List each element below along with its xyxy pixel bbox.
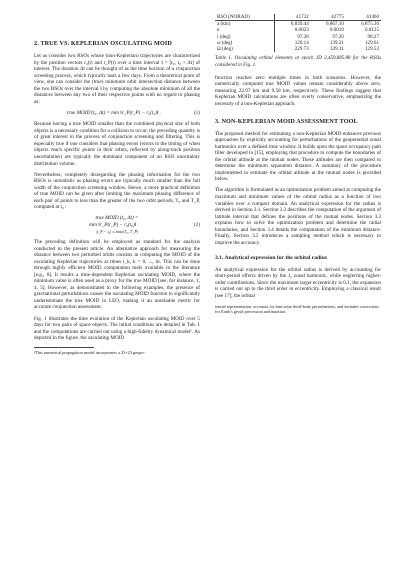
table-cell: 97.20 — [332, 33, 344, 40]
paragraph: The proposed method for estimating a non-Keplerian MOID enhances previous approaches by explicitly accounting for perturbations of the geopotential zonal harmonics over a defined time window. It builds upon the space occupancy path filter developed in [15], employing that procedure to compute the boundaries of the orbital altitude at the mutual nodes. These altitudes are then compared to determine the minimum separation distance. A summary of the procedure implemented to estimate the orbital altitude at the mutual nodes is provided below. — [215, 130, 381, 183]
left-column — [34, 40, 200, 355]
footnote-rule — [34, 347, 94, 348]
table-cell: 339.11 — [330, 46, 344, 53]
equation-body: true MOID′(t₀, Δt) = min ‖r_P(t_P) − r₀(t₀)‖ . — [67, 109, 161, 116]
table-header-cell: 42775 — [311, 14, 346, 21]
table-cell: 6,875.36 — [361, 21, 379, 28]
footnote-continuation: tential representation, accounts for luni-solar third-body perturbations, and includes corrections for Earth's geoid precession and nutation. — [215, 304, 379, 315]
paragraph: function reaches zero multiple times in both scenarios. However, the numerically computed true MOID values remain considerably above zero, measuring 22.97 km and 9.58 km, respectively. These findings suggest that Keplerian MOID calculations are often overly conservative, emphasizing the necessity of a non-Keplerian approach. — [215, 74, 381, 107]
equation-1 — [34, 110, 200, 116]
table-cell: e — [215, 27, 275, 33]
paragraph: Nevertheless, completely disregarding the phasing information for the two RSOs is unrealistic as phasing errors are typically much smaller than the full width of the conjunction screening window. Hence, a more practical definition of true MOID can be given after limiting the maximum phasing difference of each pair of points to less than the greater of the two orbit periods, T₀ and T_P, computed at t₀ : — [34, 171, 200, 211]
paragraph: Let us consider two RSOs whose (non-Keplerian) trajectories are characterized by the position vectors r₀(t) and r_P(t) over a time interval I = [t₀, t₀ + Δt] of interest. The duration Δt can be thought of as the time horizon of a conjunction screening process, which typically lasts a few days. From a theoretical point of view, one can consider the (true) minimum orbit intersection distance between the two RSOs over the interval I by computing the absolute minimum of all the distances between any two of their respective points with no regard to phasing as: — [34, 53, 200, 105]
table-cell: 0.0125 — [364, 27, 379, 34]
footnote: ¹This numerical propagation model incorporates a 23×23 geopo- — [34, 349, 145, 355]
table-cell: 97.36 — [297, 33, 309, 40]
paragraph: The preceding definition will be employed as standard for the analysis conducted in the present article. An alternative approach for measuring the distance between two perturbed orbits consists in computing the MOID of the osculating Keplerian trajectories at times t_k, k = 0, ..., m. This can be done through highly efficient MOID computation tools available in the literature [e.g., 8]. It results a time-dependent Keplerian osculating MOID, where the minimum value is often used as a proxy for the true MOID [see, for instance, 1, 4, 5]. However, as demonstrated in the following examples, the presence of gravitational perturbations causes the osculating MOID function to significantly underestimate the true MOID in LEO, making it an unreliable metric for accurate conjunction assessment. — [34, 238, 200, 311]
caption-text: Osculating orbital elements at epoch JD 2,459,885.88 for the RSOs considered in Fig. 1. — [215, 56, 382, 68]
equation-number: (2) — [193, 222, 200, 229]
orbital-elements-table — [215, 14, 381, 52]
paragraph: Fig. 1 illustrates the time evolution of the Keplerian osculating MOID over 5 days for two pairs of space objects. The initial conditions are detailed in Tab. 1 and the computations are carried out using a high-fidelity dynamical model¹. As depicted in the figure, the osculating MOID — [34, 315, 200, 342]
paragraph: The algorithm is formulated as an optimization problem aimed at computing the maximum and minimum values of the orbital radius as a function of two variables over a compact domain. An analytical expression for the radius is derived in Section 3.1. Section 3.2 describes the computation of the argument of latitude interval that defines the positions of the mutual nodes. Section 3.3 explains how to solve the optimization problem and determine the radial boundaries, and Section 3.4 details the computation of the minimum distance. Finally, Section 3.5 introduces a sampling method which is necessary to improve the accuracy. — [215, 187, 381, 246]
section-heading: 2. TRUE VS. KEPLERIAN OSCULATING MOID — [34, 40, 172, 47]
table-header-row — [215, 14, 381, 21]
table-cell: a (km) — [215, 21, 275, 28]
table-row — [215, 21, 381, 28]
table-row — [215, 46, 381, 52]
table-cell: 139.31 — [329, 39, 344, 46]
table-header-cell: RSO (NORAD) — [215, 14, 275, 21]
section-heading: 3. NON-KEPLERIAN MOID ASSESSMENT TOOL — [215, 117, 358, 125]
table-caption — [215, 56, 381, 69]
table-cell: ω (deg) — [215, 40, 275, 46]
paragraph: Because having a true MOID smaller than the combined physical size of both objects is a necessary condition for a collision to occur, the preceding quantity is of great interest in the process of conjunction screening and filtering. This is especially true if one considers that phasing errors (errors in the timing of when objects reach specific points in their orbits, reflected by along-track position uncertainties) are typically the dominant component of an RSO uncertainty distribution volume. — [34, 121, 200, 167]
equation-body: min ‖r_P(t_P) − r₀(t₀)‖ . — [89, 222, 139, 229]
table-cell: 98.27 — [367, 33, 379, 40]
table-cell: 129.61 — [364, 39, 379, 46]
table-cell: 0.0019 — [329, 27, 344, 34]
equation-line: true MOID (t₀, Δt) = — [95, 215, 139, 222]
equation-number: (1) — [193, 109, 200, 116]
subsection-heading: 3.1. Analytical expression for the orbital radius — [215, 255, 327, 262]
table-cell: 0.0023 — [294, 27, 309, 34]
equation-2 — [34, 215, 200, 234]
table-header-cell: 41460 — [346, 14, 381, 21]
table-cell: 129.53 — [364, 46, 379, 53]
caption-label: Table 1. — [215, 56, 233, 62]
paragraph: An analytical expression for the orbital radius is derived by accounting for short-period effects driven by the J₂ zonal harmonic, while neglecting higher-order contributions. Since the maximum target eccentricity is 0.1, the expansion is carried out up to the third order in eccentricity. Employing a classical result [see 17], the orbital — [215, 266, 381, 300]
equation-line: |t_P − t₀| ≤ max(T₀, T_P) — [95, 228, 139, 234]
table-header-cell: 41732 — [275, 14, 311, 21]
table-cell: 6,839.44 — [290, 21, 309, 28]
equation-line — [34, 222, 200, 229]
table-cell: 120.14 — [294, 39, 309, 46]
table-cell: 229.73 — [294, 46, 309, 53]
table-cell: Ω (deg) — [215, 46, 275, 52]
table-cell: i (deg) — [215, 34, 275, 40]
table-cell: 6,867.10 — [326, 21, 344, 28]
right-column — [215, 14, 381, 314]
